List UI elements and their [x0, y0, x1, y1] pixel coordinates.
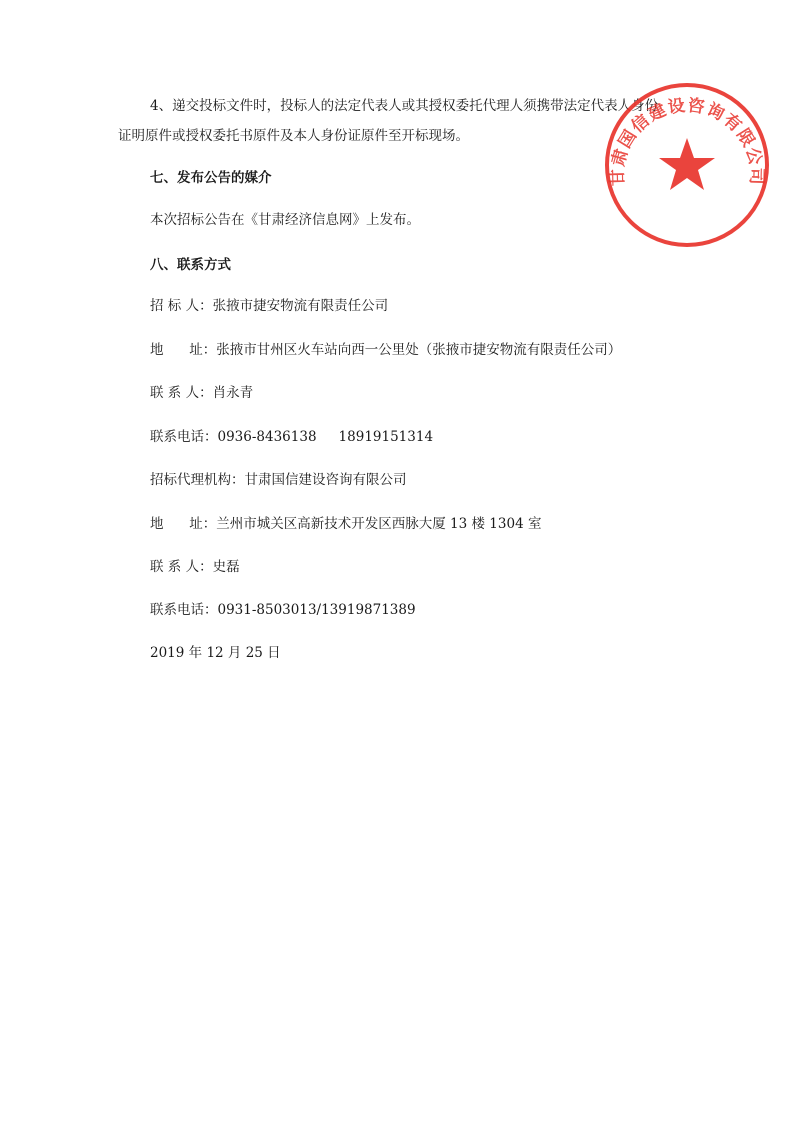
contact-2-row	[150, 557, 240, 577]
section-7-heading: 七、发布公告的媒介	[150, 170, 272, 186]
document-date: 2019 年 12 月 25 日	[150, 645, 281, 661]
address-1-label: 地 址：	[150, 342, 217, 358]
phone-2-value: 0931-8503013/13919871389	[217, 602, 416, 618]
address-1-row	[150, 340, 621, 360]
phone-1-label: 联系电话：	[150, 429, 218, 445]
paragraph-4-line-1: 4、递交投标文件时，投标人的法定代表人或其授权委托代理人须携带法定代表人身份	[150, 98, 659, 114]
contact-1-label: 联 系 人：	[150, 385, 213, 401]
company-seal-stamp	[602, 80, 772, 250]
address-2-label: 地 址：	[150, 516, 217, 532]
star-icon	[659, 138, 715, 190]
section-8-heading: 八、联系方式	[150, 257, 231, 273]
phone-1-row	[150, 427, 433, 447]
agency-row	[150, 470, 407, 490]
tenderer-value: 张掖市捷安物流有限责任公司	[212, 298, 389, 314]
seal-text: 甘肃国信建设咨询有限公司	[607, 95, 767, 187]
tenderer-row	[150, 296, 388, 316]
address-2-value: 兰州市城关区高新技术开发区西脉大厦 13 楼 1304 室	[216, 516, 542, 532]
contact-2-value: 史磊	[212, 559, 240, 575]
agency-label: 招标代理机构：	[150, 472, 245, 488]
contact-1-value: 肖永青	[212, 385, 254, 401]
phone-2-row	[150, 600, 416, 620]
address-2-row	[150, 514, 541, 534]
agency-value: 甘肃国信建设咨询有限公司	[244, 472, 407, 488]
phone-1-value-b: 18919151314	[338, 429, 434, 445]
paragraph-4-line-2: 证明原件或授权委托书原件及本人身份证原件至开标现场。	[118, 128, 469, 144]
phone-2-label: 联系电话：	[150, 602, 218, 618]
phone-1-value-a: 0936-8436138	[217, 429, 317, 445]
contact-2-label: 联 系 人：	[150, 559, 213, 575]
tenderer-label: 招 标 人：	[150, 298, 213, 314]
contact-1-row	[150, 383, 253, 403]
section-7-body: 本次招标公告在《甘肃经济信息网》上发布。	[150, 212, 420, 228]
address-1-value: 张掖市甘州区火车站向西一公里处（张掖市捷安物流有限责任公司）	[216, 342, 622, 358]
